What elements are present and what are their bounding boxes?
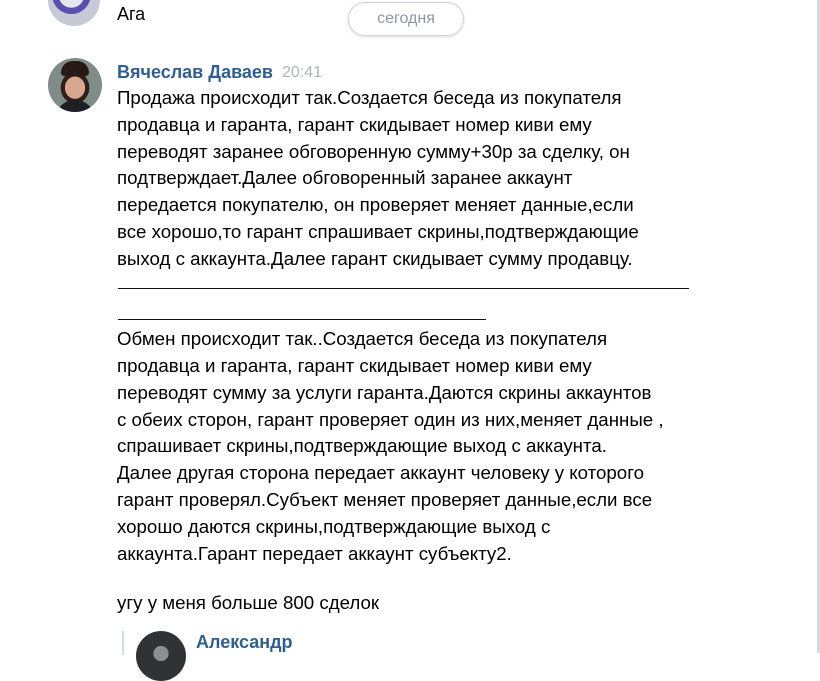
message-body (117, 85, 707, 567)
message-line: Продажа происходит так.Создается беседа из покупателя (117, 87, 622, 108)
reply-quote-bar (122, 631, 124, 655)
previous-message-text: Ага (117, 4, 146, 24)
message-line: с обеих сторон, гарант проверяет один из них,меняет данные , (117, 408, 664, 430)
message-time[interactable]: 20:41 (282, 64, 323, 81)
message-line: подтверждает.Далее обговоренный заранее аккаунт (117, 167, 573, 189)
message-line: хорошо даются скрины,подтверждающие выход с (117, 515, 551, 537)
message-line: Обмен происходит так..Создается беседа из покупателя (117, 328, 608, 350)
message-extra-text: угу у меня больше 800 сделок (117, 592, 380, 613)
message-line: продавца и гаранта, гарант скидывает номер киви ему (117, 113, 592, 135)
message-line: передается покупателю, он проверяет меняет данные,если (117, 194, 634, 216)
previous-user-avatar[interactable] (48, 0, 100, 26)
message-author-avatar[interactable] (48, 58, 102, 112)
message-line: переводят сумму за услуги гаранта.Даются скрины аккаунтов (117, 381, 652, 403)
message-line: аккаунта.Гарант передает аккаунт субъекту2. (117, 542, 512, 564)
message-line: гарант проверял.Субъект меняет проверяет данные,если все (117, 488, 653, 510)
message-underline-divider (118, 288, 689, 289)
message-underline-divider (118, 319, 486, 320)
message-line: продавца и гаранта, гарант скидывает номер киви ему (117, 354, 592, 376)
date-separator: сегодня (348, 2, 464, 36)
reply-author-name[interactable]: Александр (196, 632, 293, 652)
message-line: переводят заранее обговоренную сумму+30р за сделку, он (117, 140, 630, 162)
message-line: выход с аккаунта.Далее гарант скидывает сумму продавцу. (117, 247, 633, 269)
reply-author-avatar[interactable] (136, 631, 186, 681)
message-line: все хорошо,то гарант спрашивает скрины,подтверждающие (117, 220, 639, 242)
message-line: спрашивает скрины,подтверждающие выход с аккаунта. (117, 435, 607, 457)
message-author-name[interactable]: Вячеслав Даваев (117, 62, 273, 82)
message-line: Далее другая сторона передает аккаунт человеку у которого (117, 462, 644, 484)
